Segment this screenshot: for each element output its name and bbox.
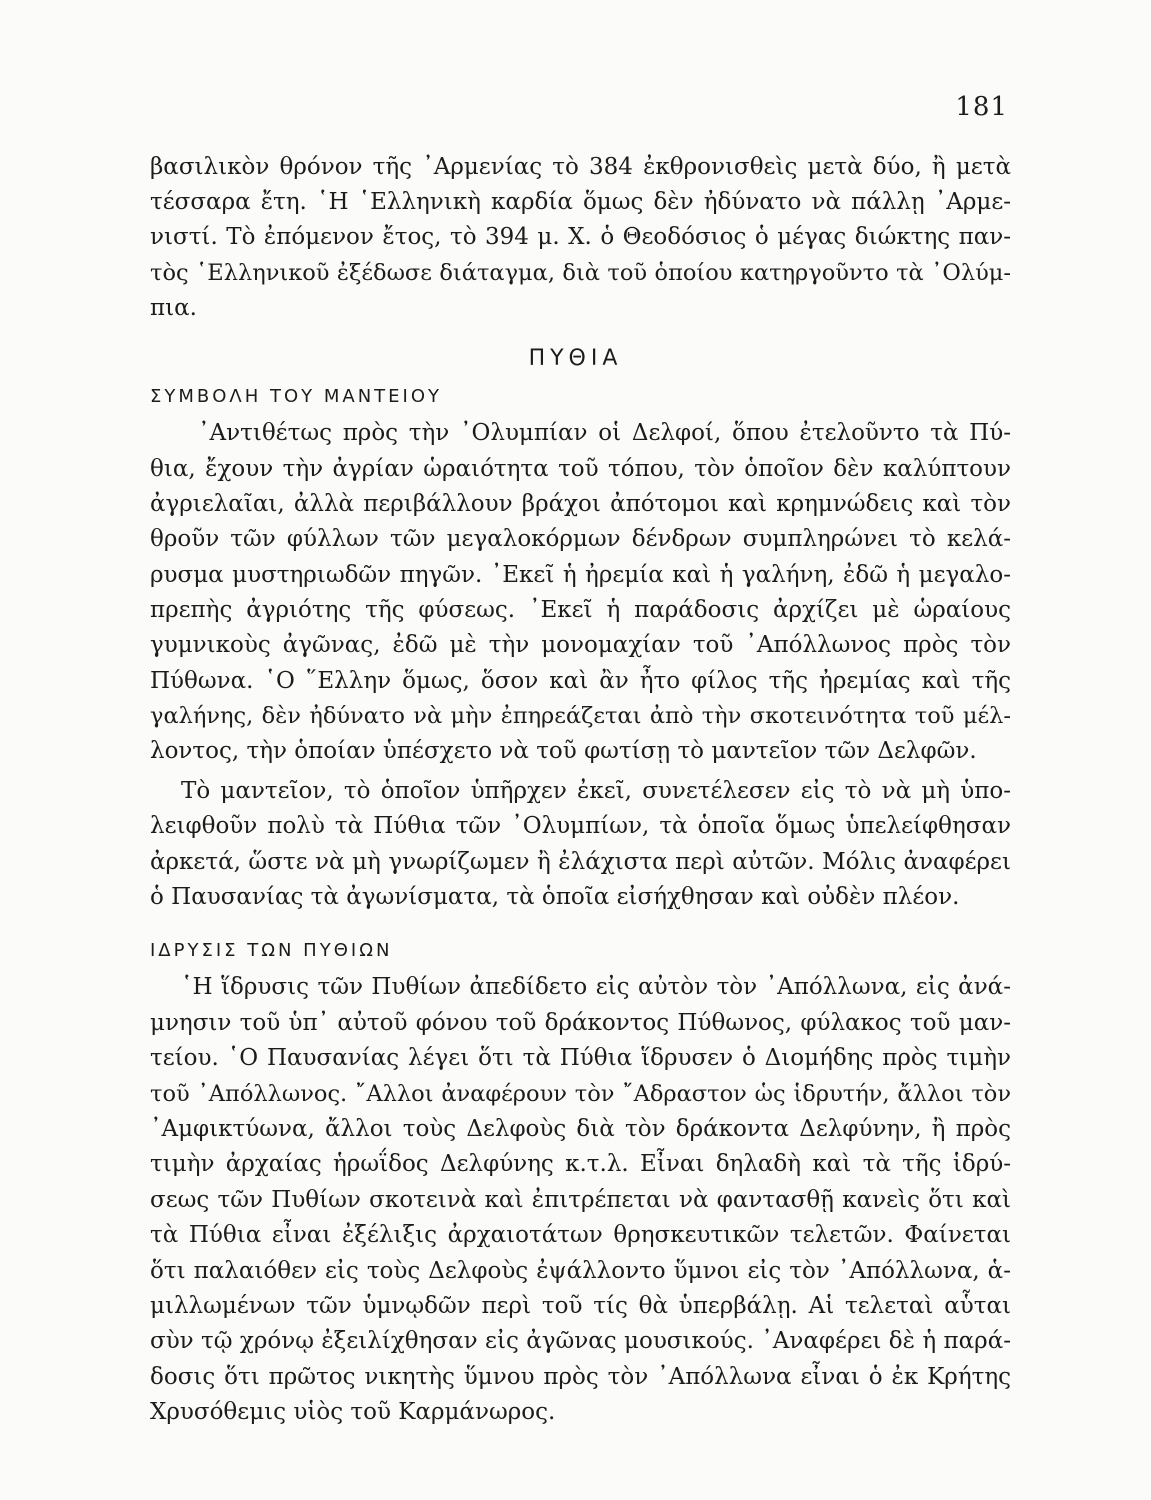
text-line: γυμνικοὺς ἀγῶνας, ἐδῶ μὲ τὴν μονομαχίαν τοῦ ᾿Απόλλωνος πρὸς τὸν bbox=[150, 632, 1011, 658]
text-line: ὁ Παυσανίας τὰ ἀγωνίσματα, τὰ ὁποῖα εἰσήχθησαν καὶ οὐδὲν πλέον. bbox=[150, 884, 960, 910]
text-line: σεως τῶν Πυθίων σκοτεινὰ καὶ ἐπιτρέπεται νὰ φαντασθῇ κανεὶς ὅτι καὶ bbox=[150, 1187, 1011, 1213]
text-line: βασιλικὸν θρόνον τῆς ᾿Αρμενίας τὸ 384 ἐκθρονισθεὶς μετὰ δύο, ἢ μετὰ bbox=[150, 154, 1011, 180]
text-line: μνησιν τοῦ ὑπ᾿ αὐτοῦ φόνου τοῦ δράκοντος Πύθωνος, φύλακος τοῦ μαν- bbox=[150, 1010, 1011, 1036]
text-line: δοσις ὅτι πρῶτος νικητὴς ὕμνου πρὸς τὸν ᾿Απόλλωνα εἶναι ὁ ἐκ Κρήτης bbox=[150, 1364, 1011, 1390]
section-title: ΠΥΘΙΑ bbox=[528, 346, 623, 371]
text-line: μιλλωμένων τῶν ὑμνῳδῶν περὶ τοῦ τίς θὰ ὑπερβάλῃ. Αἱ τελεταὶ αὗται bbox=[150, 1293, 1011, 1319]
text-line: λειφθοῦν πολὺ τὰ Πύθια τῶν ᾿Ολυμπίων, τὰ ὁποῖα ὅμως ὑπελείφθησαν bbox=[150, 813, 1011, 839]
text-line: πρεπὴς ἀγριότης τῆς φύσεως. ᾿Εκεῖ ἡ παράδοσις ἀρχίζει μὲ ὡραίους bbox=[150, 597, 1011, 623]
text-line: τέσσαρα ἔτη. ῾Η ῾Ελληνικὴ καρδία ὅμως δὲν ἠδύνατο νὰ πάλλῃ ᾿Αρμε- bbox=[150, 189, 1011, 215]
text-line: ἀγριελαῖαι, ἀλλὰ περιβάλλουν βράχοι ἀπότομοι καὶ κρημνώδεις καὶ τὸν bbox=[150, 491, 1011, 517]
text-line: ᾿Αμφικτύωνα, ἄλλοι τοὺς Δελφοὺς διὰ τὸν δράκοντα Δελφύνην, ἢ πρὸς bbox=[150, 1116, 1011, 1142]
text-line: ρυσμα μυστηριωδῶν πηγῶν. ᾿Εκεῖ ἡ ἠρεμία καὶ ἡ γαλήνη, ἐδῶ ἡ μεγαλο- bbox=[150, 562, 1011, 588]
text-line: ὅτι παλαιόθεν εἰς τοὺς Δελφοὺς ἐψάλλοντο ὕμνοι εἰς τὸν ᾿Απόλλωνα, ἁ- bbox=[150, 1258, 1011, 1284]
text-line: θροῦν τῶν φύλλων τῶν μεγαλοκόρμων δένδρων συμπληρώνει τὸ κελά- bbox=[150, 526, 1011, 552]
text-line: Πύθωνα. ῾Ο ῞Ελλην ὅμως, ὅσον καὶ ἂν ἦτο φίλος τῆς ἠρεμίας καὶ τῆς bbox=[150, 668, 1011, 694]
text-line: τιμὴν ἀρχαίας ἡρωΐδος Δελφύνης κ.τ.λ. Εἶναι δηλαδὴ καὶ τὰ τῆς ἱδρύ- bbox=[150, 1151, 1011, 1177]
text-line: σὺν τῷ χρόνῳ ἐξειλίχθησαν εἰς ἀγῶνας μουσικούς. ᾿Αναφέρει δὲ ἡ παρά- bbox=[150, 1328, 1011, 1354]
sub-heading: ΣΥΜΒΟΛΗ ΤΟΥ ΜΑΝΤΕΙΟΥ bbox=[150, 386, 443, 407]
page-number: 181 bbox=[955, 92, 1008, 122]
text-line: Χρυσόθεμις υἱὸς τοῦ Καρμάνωρος. bbox=[150, 1399, 556, 1425]
text-line: ᾿Αντιθέτως πρὸς τὴν ᾿Ολυμπίαν οἱ Δελφοί, ὅπου ἐτελοῦντο τὰ Πύ- bbox=[198, 420, 1011, 446]
text-line: τὸς ῾Ελληνικοῦ ἐξέδωσε διάταγμα, διὰ τοῦ ὁποίου κατηργοῦντο τὰ ᾿Ολύμ- bbox=[150, 260, 1011, 286]
text-line: ῾Η ἵδρυσις τῶν Πυθίων ἀπεδίδετο εἰς αὐτὸν τὸν ᾿Απόλλωνα, εἰς ἀνά- bbox=[181, 974, 1011, 1000]
text-line: θια, ἔχουν τὴν ἀγρίαν ὡραιότητα τοῦ τόπου, τὸν ὁποῖον δὲν καλύπτουν bbox=[150, 456, 1011, 482]
text-line: τείου. ῾Ο Παυσανίας λέγει ὅτι τὰ Πύθια ἵδρυσεν ὁ Διομήδης πρὸς τιμὴν bbox=[150, 1045, 1011, 1071]
text-line: λοντος, τὴν ὁποίαν ὑπέσχετο νὰ τοῦ φωτίσῃ τὸ μαντεῖον τῶν Δελφῶν. bbox=[150, 738, 977, 764]
sub-heading: ΙΔΡΥΣΙΣ ΤΩΝ ΠΥΘΙΩΝ bbox=[150, 940, 393, 961]
text-line: τοῦ ᾿Απόλλωνος. ῎Αλλοι ἀναφέρουν τὸν ῎Αδραστον ὡς ἱδρυτήν, ἄλλοι τὸν bbox=[150, 1081, 1011, 1107]
text-line: νιστί. Τὸ ἐπόμενον ἔτος, τὸ 394 μ. Χ. ὁ Θεοδόσιος ὁ μέγας διώκτης παν- bbox=[150, 224, 1011, 250]
text-line: ἀρκετά, ὥστε νὰ μὴ γνωρίζωμεν ἢ ἐλάχιστα περὶ αὐτῶν. Μόλις ἀναφέρει bbox=[150, 849, 1011, 875]
text-line: πια. bbox=[150, 295, 197, 321]
text-line: γαλήνης, δὲν ἠδύνατο νὰ μὴν ἐπηρεάζεται ἀπὸ τὴν σκοτεινότητα τοῦ μέλ- bbox=[150, 703, 1011, 729]
text-line: τὰ Πύθια εἶναι ἐξέλιξις ἀρχαιοτάτων θρησκευτικῶν τελετῶν. Φαίνεται bbox=[150, 1222, 1011, 1248]
text-line: Τὸ μαντεῖον, τὸ ὁποῖον ὑπῆρχεν ἐκεῖ, συνετέλεσεν εἰς τὸ νὰ μὴ ὑπο- bbox=[181, 778, 1011, 804]
